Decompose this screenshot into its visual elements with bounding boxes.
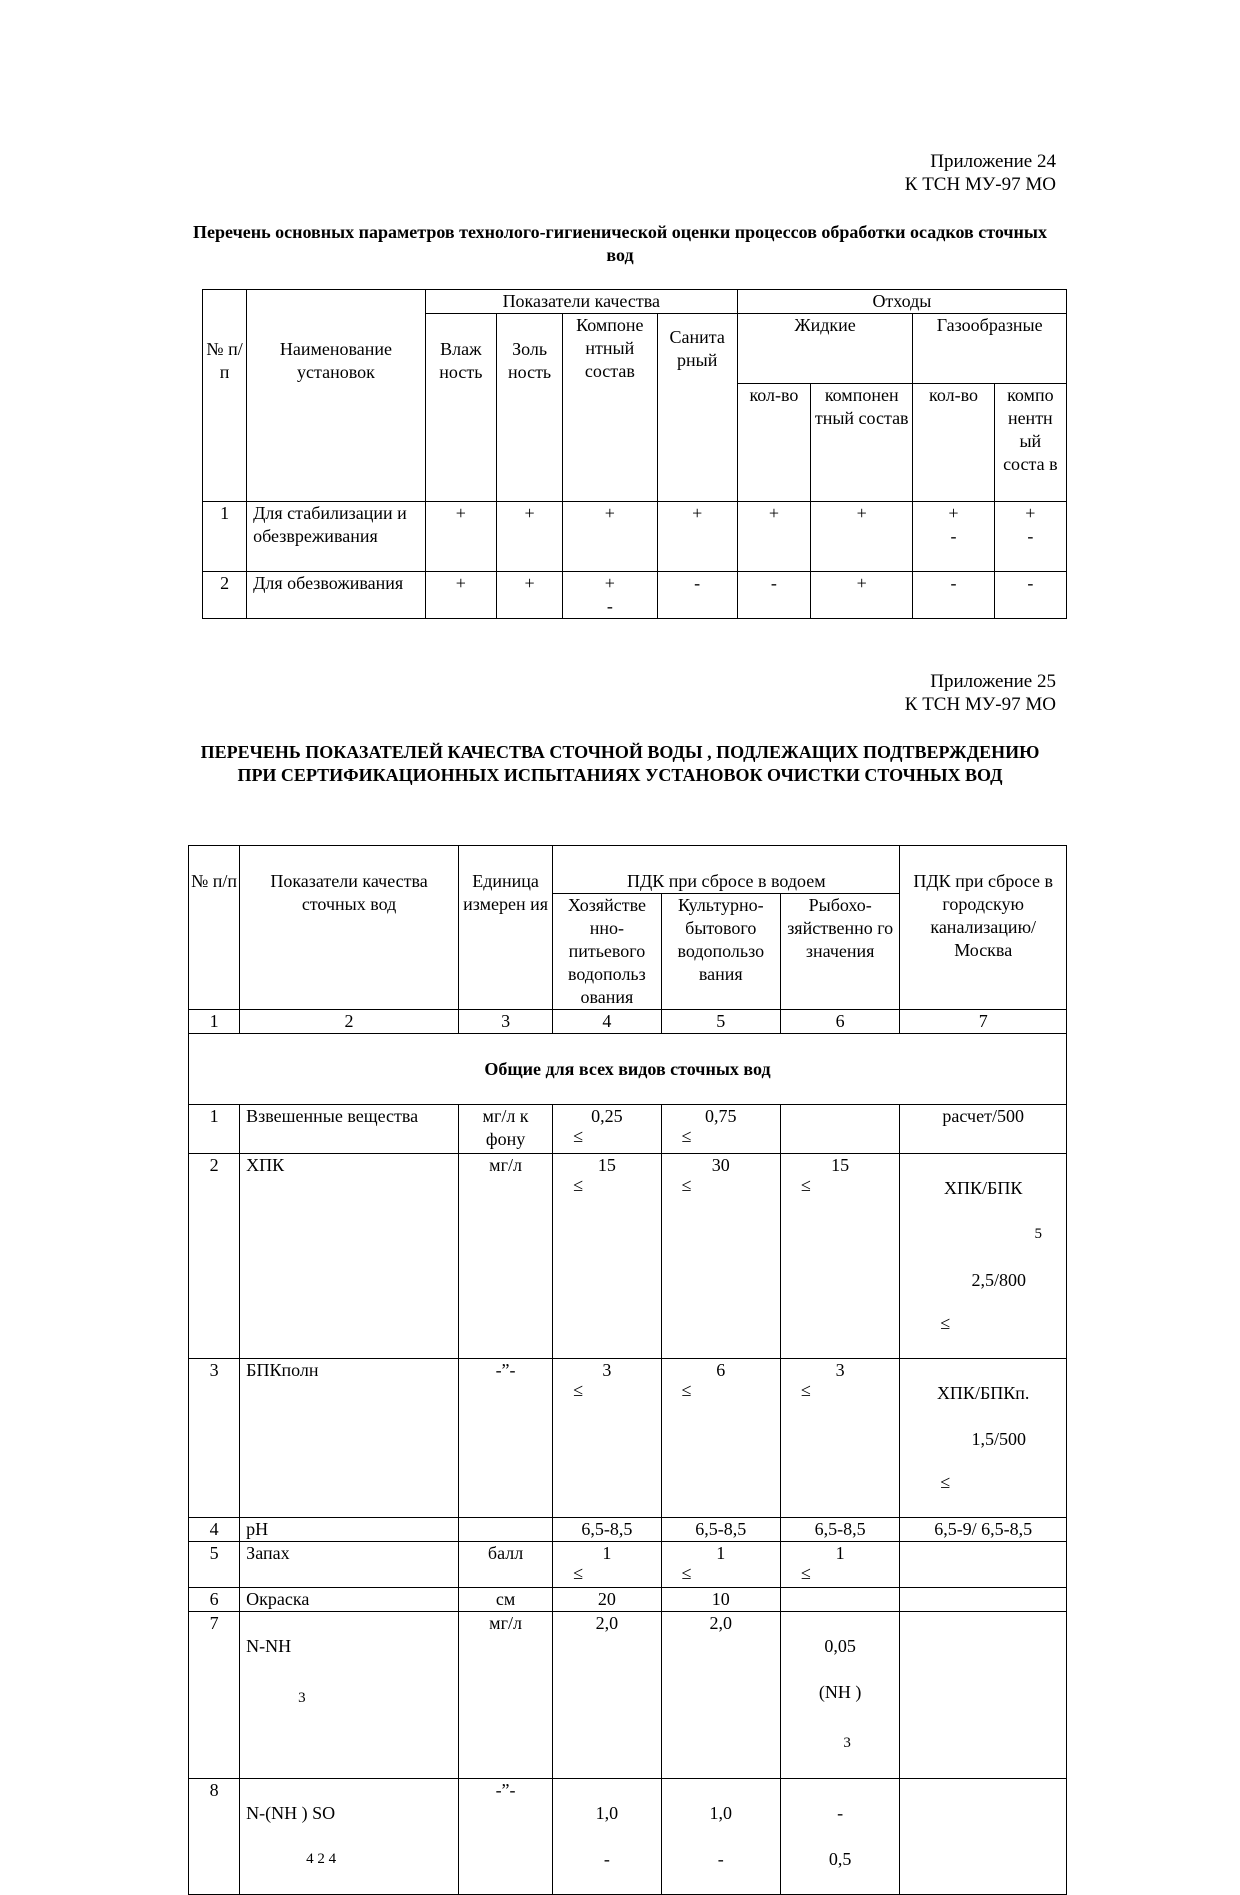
cell-cultural: 6,5-8,5 [661, 1518, 780, 1542]
cell-value: 0,05 [824, 1636, 856, 1656]
cell-fishery [780, 1154, 899, 1359]
cell-gas-comp: - [994, 572, 1066, 619]
cell-fishery [780, 1779, 899, 1895]
row-name: Запах [240, 1542, 459, 1588]
le-sign: ≤ [573, 1563, 584, 1583]
header-fishery: Рыбохо- зяйственно го значения [780, 894, 899, 1010]
le-sign: ≤ [681, 1126, 692, 1146]
cell-household: 20 [553, 1588, 661, 1612]
row-num: 5 [189, 1542, 240, 1588]
cell-fishery [780, 1359, 899, 1518]
cell-ash: + [496, 502, 562, 572]
appendix-24-label: Приложение 24 [930, 151, 1056, 172]
cell-component: + [563, 502, 657, 572]
header-name: Наименование установок [247, 290, 426, 384]
table-row [203, 502, 1067, 572]
row-name-text: N-(NH ) SO [246, 1803, 336, 1823]
row-unit: балл [458, 1542, 552, 1588]
cell-city [900, 1542, 1067, 1588]
cell-value: 0,25 [591, 1106, 623, 1126]
header-sanitary: Санита рный [657, 314, 737, 502]
cell-value: 30 [711, 1155, 730, 1175]
row-num: 3 [189, 1359, 240, 1518]
cell-household: 2,0 [553, 1612, 661, 1779]
cell-city-value: 2,5/800 [971, 1270, 1026, 1290]
header-liquid: Жидкие [737, 314, 913, 384]
row-name-subscript: 3 [298, 1690, 306, 1706]
column-number-row [189, 1010, 1067, 1034]
appendix-25-ref: К ТСН МУ-97 МО [904, 694, 1056, 715]
colnum: 7 [900, 1010, 1067, 1034]
cell-cultural [661, 1542, 780, 1588]
row-num: 2 [203, 572, 247, 619]
cell-fishery [780, 1588, 899, 1612]
cell-city [900, 1779, 1067, 1895]
cell-cultural [661, 1359, 780, 1518]
table-row [189, 1359, 1067, 1518]
appendix-24-ref: К ТСН МУ-97 МО [904, 174, 1056, 195]
header-component: Компоне нтный состав [563, 314, 657, 502]
row-unit: -”- [458, 1359, 552, 1518]
cell-cultural: 10 [661, 1588, 780, 1612]
le-sign: ≤ [573, 1175, 584, 1195]
appendix-24-title: Перечень основных параметров технолого-гигиенической оценки процессов обработки осадков сточных вод [193, 222, 1047, 265]
header-moisture: Влаж ность [425, 314, 496, 502]
row-name: Для стабилизации и обезвреживания [247, 502, 426, 572]
cell-city: расчет/500 [900, 1105, 1067, 1154]
colnum: 2 [240, 1010, 459, 1034]
colnum: 6 [780, 1010, 899, 1034]
cell-cultural: 2,0 [661, 1612, 780, 1779]
row-num: 1 [203, 502, 247, 572]
cell-city-subscript: 5 [1034, 1226, 1042, 1242]
cell-moisture: + [425, 572, 496, 619]
row-unit [458, 1518, 552, 1542]
header-waste: Отходы [737, 290, 1066, 314]
cell-value: 6 [716, 1360, 726, 1380]
cell-liquid-comp: + [811, 502, 913, 572]
cell-fishery [780, 1542, 899, 1588]
row-num: 8 [189, 1779, 240, 1895]
header-pdk-city: ПДК при сбросе в городскую канализацию/ Москва [900, 846, 1067, 1010]
cell-household [553, 1359, 661, 1518]
cell-value: 3 [835, 1360, 845, 1380]
row-num: 4 [189, 1518, 240, 1542]
cell-city [900, 1588, 1067, 1612]
row-name-text: N-NH [246, 1636, 292, 1656]
table-row [189, 1779, 1067, 1895]
row-name: Окраска [240, 1588, 459, 1612]
cell-city-formula: ХПК/БПК [944, 1178, 1023, 1198]
row-name-subscript: 4 2 4 [306, 1851, 337, 1867]
row-name: БПКполн [240, 1359, 459, 1518]
header-unit: Единица измерен ия [458, 846, 552, 1010]
header-num: № п/п [189, 846, 240, 1010]
cell-value: 1 [716, 1543, 726, 1563]
row-num: 6 [189, 1588, 240, 1612]
le-sign: ≤ [681, 1380, 692, 1400]
cell-household: 6,5-8,5 [553, 1518, 661, 1542]
cell-cultural [661, 1154, 780, 1359]
cell-value: 1 [835, 1543, 845, 1563]
header-quality: Показатели качества [425, 290, 737, 314]
cell-value: 3 [602, 1360, 612, 1380]
le-sign: ≤ [800, 1380, 811, 1400]
cell-fishery [780, 1612, 899, 1779]
cell-gas-qty: - [913, 572, 994, 619]
header-num-cont [203, 384, 247, 502]
header-household: Хозяйстве нно- питьевого водопольз ования [553, 894, 661, 1010]
le-sign: ≤ [800, 1175, 811, 1195]
cell-household [553, 1154, 661, 1359]
cell-value: 0,75 [705, 1106, 737, 1126]
cell-value-dash: - [837, 1803, 844, 1823]
cell-cultural [661, 1779, 780, 1895]
cell-value: 1 [602, 1543, 612, 1563]
row-unit: -”- [458, 1779, 552, 1895]
header-name-cont [247, 384, 426, 502]
appendix-25-title: ПЕРЕЧЕНЬ ПОКАЗАТЕЛЕЙ КАЧЕСТВА СТОЧНОЙ ВОДЫ , ПОДЛЕЖАЩИХ ПОДТВЕРЖДЕНИЮ ПРИ СЕРТИФИКАЦИОННЫХ ИСПЫТАНИЯХ УСТАНОВОК ОЧИСТКИ СТОЧНЫХ ВОД [200, 742, 1040, 785]
colnum: 5 [661, 1010, 780, 1034]
le-sign: ≤ [940, 1313, 951, 1333]
row-name [240, 1612, 459, 1779]
cell-value: 15 [831, 1155, 850, 1175]
table-row [189, 1588, 1067, 1612]
cell-value-dash: - [603, 1849, 610, 1869]
cell-ash: + [496, 572, 562, 619]
le-sign: ≤ [681, 1563, 692, 1583]
colnum: 3 [458, 1010, 552, 1034]
wastewater-quality-table [188, 845, 1067, 1895]
table-row [189, 1542, 1067, 1588]
cell-city-formula: ХПК/БПКп. [936, 1383, 1030, 1403]
cell-liquid-qty: - [737, 572, 810, 619]
cell-liquid-comp: + [811, 572, 913, 619]
cell-household [553, 1542, 661, 1588]
row-name: ХПК [240, 1154, 459, 1359]
cell-gas-comp: + - [994, 502, 1066, 572]
cell-component: + - [563, 572, 657, 619]
cell-value-note: (NH ) [818, 1682, 862, 1702]
cell-cultural [661, 1105, 780, 1154]
cell-city-value: 1,5/500 [971, 1429, 1026, 1449]
row-unit: мг/л к фону [458, 1105, 552, 1154]
le-sign: ≤ [573, 1380, 584, 1400]
header-gas-qty: кол-во [913, 384, 994, 502]
row-num: 2 [189, 1154, 240, 1359]
header-ash: Золь ность [496, 314, 562, 502]
row-name: Взвешенные вещества [240, 1105, 459, 1154]
cell-household [553, 1105, 661, 1154]
header-liquid-qty: кол-во [737, 384, 810, 502]
cell-sanitary: + [657, 502, 737, 572]
table-row [189, 1105, 1067, 1154]
cell-fishery: 6,5-8,5 [780, 1518, 899, 1542]
cell-city [900, 1612, 1067, 1779]
cell-city [900, 1359, 1067, 1518]
cell-fishery [780, 1105, 899, 1154]
row-unit: мг/л [458, 1154, 552, 1359]
table-row [189, 1518, 1067, 1542]
sludge-params-table [202, 289, 1067, 619]
header-liquid-comp: компонен тный состав [811, 384, 913, 502]
header-pdk-water: ПДК при сбросе в водоем [553, 846, 900, 894]
row-num: 1 [189, 1105, 240, 1154]
colnum: 1 [189, 1010, 240, 1034]
table-row [189, 1612, 1067, 1779]
header-gas-comp: компо нентн ый соста в [994, 384, 1066, 502]
cell-sanitary: - [657, 572, 737, 619]
header-indicator: Показатели качества сточных вод [240, 846, 459, 1010]
cell-value: 1,0 [595, 1803, 619, 1823]
appendix-24-note [905, 150, 1056, 196]
appendix-25-label: Приложение 25 [930, 671, 1056, 692]
row-unit: см [458, 1588, 552, 1612]
table-row [189, 1154, 1067, 1359]
row-name [240, 1779, 459, 1895]
appendix-25-note [905, 670, 1056, 716]
row-num: 7 [189, 1612, 240, 1779]
header-cultural: Культурно- бытового водопользо вания [661, 894, 780, 1010]
row-name: Для обезвоживания [247, 572, 426, 619]
cell-moisture: + [425, 502, 496, 572]
cell-value: 0,5 [828, 1849, 852, 1869]
row-unit: мг/л [458, 1612, 552, 1779]
cell-liquid-qty: + [737, 502, 810, 572]
cell-value: 1,0 [709, 1803, 733, 1823]
section-heading: Общие для всех видов сточных вод [189, 1034, 1067, 1105]
cell-value: 15 [597, 1155, 616, 1175]
le-sign: ≤ [573, 1126, 584, 1146]
table-row [203, 572, 1067, 619]
row-name: pH [240, 1518, 459, 1542]
header-num: № п/п [203, 290, 247, 384]
cell-subscript: 3 [843, 1735, 851, 1751]
header-gaseous: Газообразные [913, 314, 1067, 384]
cell-gas-qty: + - [913, 502, 994, 572]
le-sign: ≤ [800, 1563, 811, 1583]
cell-household [553, 1779, 661, 1895]
cell-city [900, 1154, 1067, 1359]
cell-city: 6,5-9/ 6,5-8,5 [900, 1518, 1067, 1542]
le-sign: ≤ [681, 1175, 692, 1195]
colnum: 4 [553, 1010, 661, 1034]
le-sign: ≤ [940, 1472, 951, 1492]
cell-value-dash: - [717, 1849, 724, 1869]
